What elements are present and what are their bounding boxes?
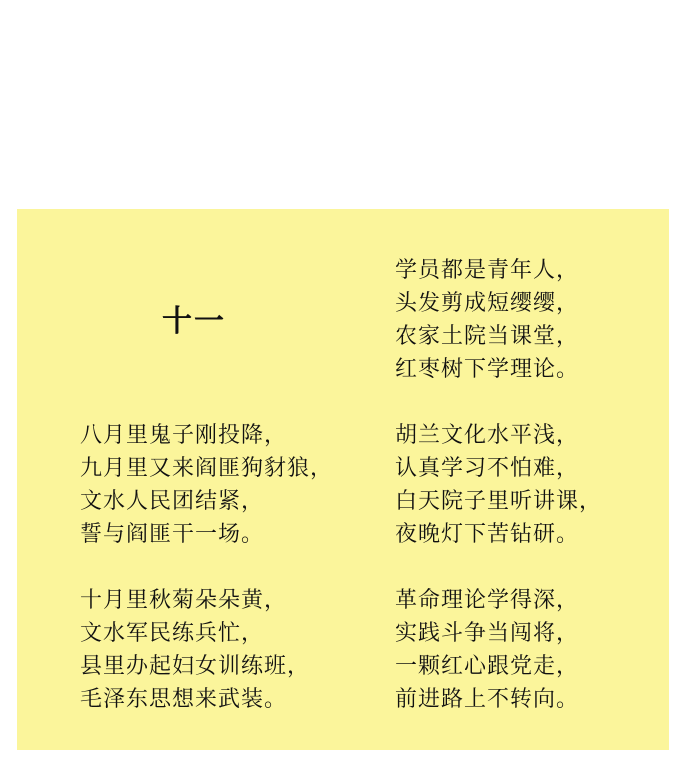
poem-line: 农家土院当课堂， (395, 324, 580, 349)
poem-line: 夜晚灯下苦钻研。 (395, 522, 580, 547)
chapter-number: 十一 (162, 304, 226, 339)
poem-line: 前进路上不转向。 (395, 687, 580, 712)
poem-line: 毛泽东思想来武装。 (80, 687, 288, 712)
poem-line: 学员都是青年人， (395, 258, 580, 283)
stanza-2 (80, 584, 310, 716)
poem-line: 革命理论学得深， (395, 588, 580, 613)
poem-line: 胡兰文化水平浅， (395, 423, 580, 448)
stanza-3 (395, 254, 579, 386)
poem-line: 红枣树下学理论。 (395, 357, 580, 382)
poem-line: 文水军民练兵忙， (80, 621, 265, 646)
stanza-5 (395, 584, 579, 716)
stanza-1 (80, 419, 333, 551)
poem-line: 十月里秋菊朵朵黄， (80, 588, 288, 613)
poem-line: 一颗红心跟党走， (395, 654, 580, 679)
poem-line: 实践斗争当闯将， (395, 621, 580, 646)
poem-line: 县里办起妇女训练班， (80, 654, 311, 679)
poem-line: 头发剪成短缨缨， (395, 291, 580, 316)
poem-line: 认真学习不怕难， (395, 456, 580, 481)
stanza-4 (395, 419, 602, 551)
poem-line: 誓与阎匪干一场。 (80, 522, 265, 547)
poem-line: 文水人民团结紧， (80, 489, 265, 514)
poem-line: 八月里鬼子刚投降， (80, 423, 288, 448)
poem-line: 九月里又来阎匪狗豺狼， (80, 456, 334, 481)
poem-line: 白天院子里听讲课， (395, 489, 603, 514)
